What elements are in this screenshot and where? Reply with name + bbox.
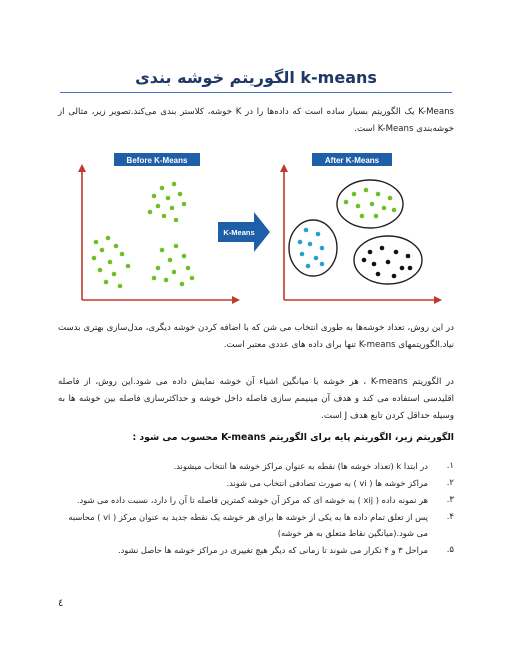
list-item: [58, 542, 454, 558]
scatter-point: [172, 270, 177, 275]
scatter-point: [386, 260, 391, 265]
scatter-point: [148, 210, 153, 215]
scatter-point: [126, 264, 131, 269]
after-axes: [280, 164, 442, 304]
step-text: مراکز خوشه ها ( vi ) به صورت تصادفی انتخاب می شوند.: [226, 478, 428, 488]
scatter-point: [152, 194, 157, 199]
scatter-point: [170, 206, 175, 211]
scatter-point: [392, 274, 397, 279]
scatter-point: [94, 240, 99, 245]
scatter-point: [320, 246, 325, 251]
scatter-point: [314, 256, 319, 261]
scatter-point: [152, 276, 157, 281]
after-green-points: [344, 188, 397, 219]
scatter-point: [106, 236, 111, 241]
step-text: پس از تعلق تمام داده ها به یکی از خوشه ها برای هر خوشه یک نقطه جدید به عنوان مرکز ( vi ) محاسبه می شود.(میانگین نقاط متعلق به هر خوشه): [68, 512, 428, 538]
step-number: ۴.: [446, 512, 454, 522]
scatter-point: [164, 278, 169, 283]
steps-list: [58, 458, 454, 559]
scatter-point: [162, 214, 167, 219]
scatter-point: [320, 262, 325, 267]
after-black-points: [362, 246, 413, 279]
step-number: ۱.: [446, 461, 454, 471]
scatter-point: [118, 284, 123, 289]
scatter-point: [182, 202, 187, 207]
before-axes: [78, 164, 240, 304]
scatter-point: [376, 192, 381, 197]
scatter-point: [380, 246, 385, 251]
step-number: ۳.: [446, 495, 454, 505]
scatter-point: [374, 214, 379, 219]
scatter-point: [356, 204, 361, 209]
scatter-point: [308, 242, 313, 247]
step-text: در ابتدا k (تعداد خوشه ها) نقطه به عنوان مراکز خوشه ها انتخاب میشوند.: [173, 461, 428, 471]
scatter-point: [316, 232, 321, 237]
scatter-point: [114, 244, 119, 249]
steps-heading: الگوریتم زیر، الگوریتم پایه برای الگوریتم K-means محسوب می شود :: [132, 432, 454, 443]
scatter-point: [156, 204, 161, 209]
after-cyan-points: [298, 228, 325, 269]
kmeans-figure: [58, 150, 454, 310]
scatter-point: [160, 186, 165, 191]
list-item: [58, 509, 454, 541]
scatter-point: [174, 218, 179, 223]
scatter-point: [394, 250, 399, 255]
scatter-point: [368, 250, 373, 255]
scatter-point: [190, 276, 195, 281]
scatter-point: [372, 262, 377, 267]
step-text: مراحل ۳ و ۴ تکرار می شوند تا زمانی که دیگر هیچ تغییری در مراکز خوشه ها حاصل نشود.: [117, 545, 428, 555]
scatter-point: [300, 252, 305, 257]
scatter-point: [370, 202, 375, 207]
page-title: الگوریتم خوشه بندی k-means: [135, 68, 377, 87]
scatter-point: [382, 206, 387, 211]
scatter-point: [182, 254, 187, 259]
scatter-point: [112, 272, 117, 277]
list-item: [58, 475, 454, 491]
scatter-point: [362, 258, 367, 263]
step-number: ۵.: [446, 545, 454, 555]
list-item: [58, 458, 454, 474]
scatter-point: [392, 208, 397, 213]
scatter-point: [352, 192, 357, 197]
scatter-point: [408, 266, 413, 271]
scatter-point: [306, 264, 311, 269]
scatter-point: [100, 248, 105, 253]
scatter-point: [304, 228, 309, 233]
scatter-point: [364, 188, 369, 193]
after-label: After K-Means: [324, 156, 380, 165]
cluster-ellipse-cyan: [289, 220, 337, 276]
method-paragraph: در این روش، تعداد خوشه‌ها به طوری انتخاب می شن که با اضافه کردن خوشه دیگری، مدل‌سازی بهتری بدست نیاد.الگوریتمهای K-means تنها برای داده های عددی معتبر است.: [58, 323, 454, 350]
scatter-point: [92, 256, 97, 261]
euclidean-paragraph: در الگوریتم K-means ، هر خوشه با میانگین اشیاء آن خوشه نمایش داده می شود.این روش، از فاصله اقلیدسی استفاده می کند و هدف آن مینیمم سازی فاصله داخل خوشه و حداکثرسازی فاصله بین خوشه ها به وسیله حداقل کردن تابع هدف J است.: [58, 377, 454, 421]
scatter-point: [172, 182, 177, 187]
scatter-point: [406, 254, 411, 259]
scatter-point: [120, 252, 125, 257]
list-item: [58, 492, 454, 508]
scatter-point: [298, 240, 303, 245]
scatter-point: [360, 214, 365, 219]
intro-paragraph: K-Means یک الگوریتم بسیار ساده است که داده‌ها را در K خوشه، کلاستر بندی می‌کند.تصویر زیر، مثالی از خوشه‌بندی K-Means است.: [58, 107, 455, 134]
scatter-point: [178, 192, 183, 197]
scatter-point: [376, 272, 381, 277]
arrow-label: K-Means: [223, 228, 255, 237]
scatter-point: [98, 268, 103, 273]
step-number: ۲.: [446, 478, 454, 488]
step-text: هر نمونه داده ( xij ) به خوشه ای که مرکز آن خوشه کمترین فاصله تا آن را دارد، نسبت داده می شود.: [76, 495, 428, 505]
scatter-point: [388, 196, 393, 201]
scatter-point: [108, 260, 113, 265]
before-points: [92, 182, 195, 289]
before-label: Before K-Means: [126, 156, 188, 165]
scatter-point: [400, 266, 405, 271]
scatter-point: [344, 200, 349, 205]
title-underline: [60, 92, 452, 93]
scatter-point: [186, 266, 191, 271]
scatter-point: [174, 244, 179, 249]
scatter-point: [180, 282, 185, 287]
scatter-point: [160, 248, 165, 253]
scatter-point: [104, 280, 109, 285]
scatter-point: [168, 258, 173, 263]
scatter-point: [156, 266, 161, 271]
page-number: ٤: [58, 598, 64, 609]
scatter-point: [166, 196, 171, 201]
